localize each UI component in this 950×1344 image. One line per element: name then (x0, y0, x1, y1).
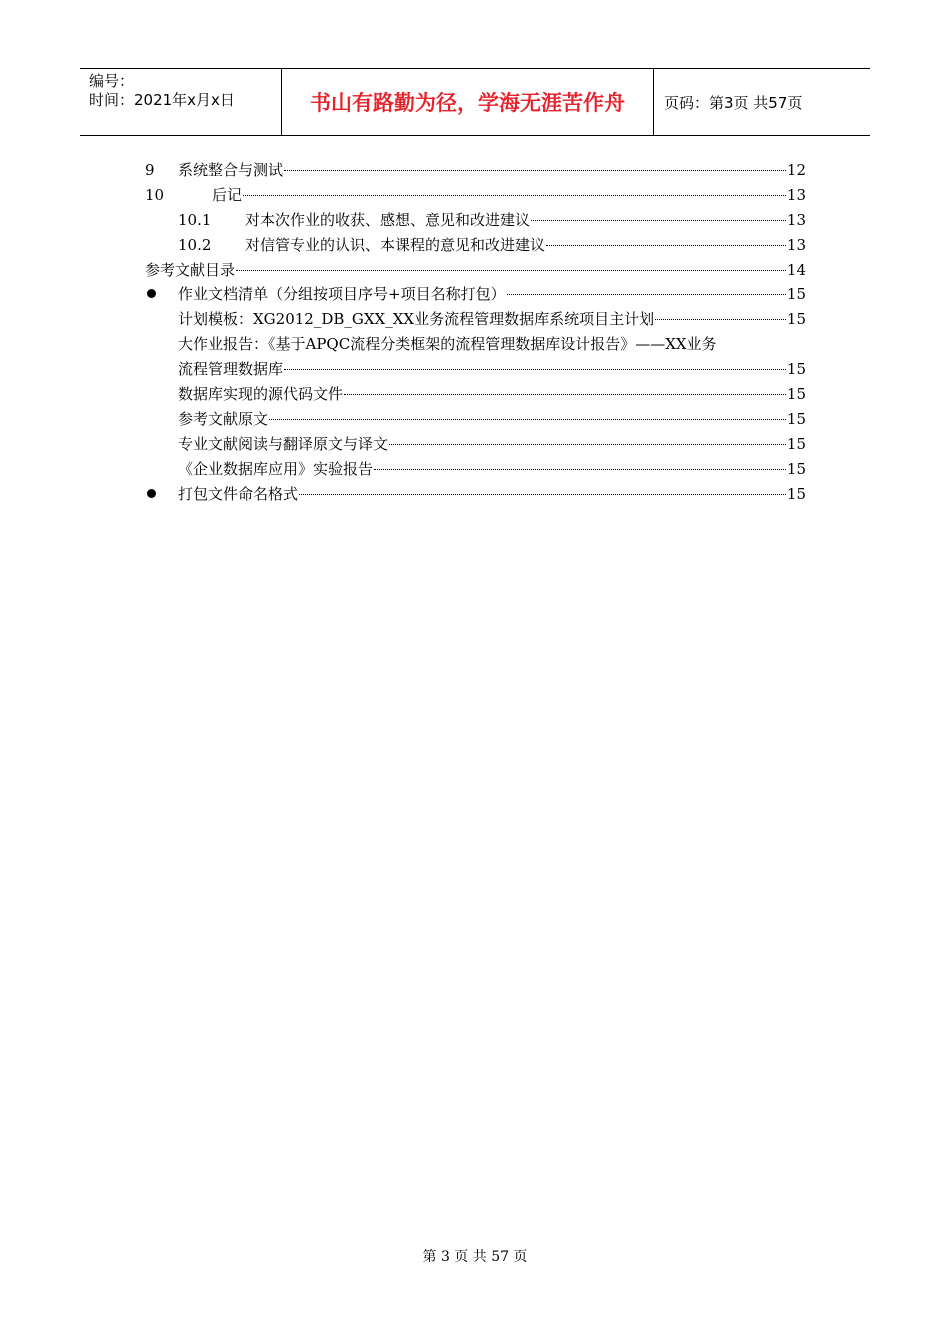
toc-title: 打包文件命名格式 (178, 484, 299, 503)
toc-leader (389, 444, 786, 445)
toc-title: 《企业数据库应用》实验报告 (178, 459, 374, 478)
toc-title-line1: 大作业报告：《基于APQC流程分类框架的流程管理数据库设计报告》——XX业务 (178, 335, 717, 354)
toc-title: 后记 (212, 185, 243, 204)
toc-entry-references[interactable] (145, 258, 806, 283)
toc-entry-plan-template[interactable] (145, 307, 806, 332)
toc-entry-naming[interactable] (145, 482, 806, 507)
toc-page: 13 (786, 185, 806, 204)
toc-page: 15 (786, 385, 806, 404)
toc-page: 13 (786, 210, 806, 229)
toc-title: 参考文献目录 (145, 260, 236, 279)
toc-entry-10-1[interactable] (145, 208, 806, 233)
toc-leader (299, 494, 786, 495)
toc-page: 12 (786, 161, 806, 179)
bullet-icon (145, 282, 178, 307)
toc-page: 14 (786, 260, 806, 279)
toc-number: 10.2 (178, 235, 212, 254)
toc-number: 10.1 (178, 210, 212, 229)
toc-entry-9[interactable] (145, 158, 806, 183)
toc-leader (374, 469, 786, 470)
page-footer: 第 3 页 共 57 页 (422, 1249, 528, 1265)
toc-leader (236, 270, 786, 271)
toc-entry-lab-report[interactable] (145, 457, 806, 482)
toc-leader (531, 220, 786, 221)
toc-entry-10[interactable] (145, 183, 806, 208)
toc-entry-source-code[interactable] (145, 382, 806, 407)
toc-title: 作业文档清单（分组按项目序号+项目名称打包） (178, 285, 506, 304)
toc-title: 数据库实现的源代码文件 (178, 385, 344, 404)
toc-page: 15 (786, 434, 806, 453)
toc-number: 10 (145, 185, 165, 204)
number-label: 编号： (89, 72, 135, 90)
toc-page: 15 (786, 285, 806, 304)
header-page-info: 页码：第3页 共57页 (664, 93, 803, 112)
toc-leader (243, 195, 786, 196)
toc-page: 15 (786, 409, 806, 428)
bullet-icon (145, 482, 178, 507)
toc-title: 系统整合与测试 (178, 161, 284, 179)
toc-page: 15 (786, 360, 806, 379)
toc-page: 15 (786, 310, 806, 329)
toc-page: 15 (786, 459, 806, 478)
time-label: 时间：2021年x月x日 (89, 91, 235, 109)
header-meta (80, 69, 281, 135)
toc-entry-doc-list[interactable] (145, 282, 806, 307)
toc-title: 对本次作业的收获、感想、意见和改进建议 (245, 210, 531, 229)
toc-entry-report[interactable] (145, 357, 806, 382)
toc-page: 15 (786, 484, 806, 503)
toc-entry-translation[interactable] (145, 432, 806, 457)
toc-title: 流程管理数据库 (178, 360, 284, 379)
toc-page: 13 (786, 235, 806, 254)
toc-leader (507, 294, 786, 295)
toc-number: 9 (145, 161, 155, 179)
toc-title: 对信管专业的认识、本课程的意见和改进建议 (245, 235, 546, 254)
toc-leader (269, 419, 786, 420)
toc-entry-10-2[interactable] (145, 233, 806, 258)
header-motto: 书山有路勤为径，学海无涯苦作舟 (281, 69, 654, 135)
toc-entry-ref-originals[interactable] (145, 407, 806, 432)
toc-entry-report-line1[interactable] (145, 332, 806, 357)
toc-title: 专业文献阅读与翻译原文与译文 (178, 434, 389, 453)
toc-leader (344, 394, 786, 395)
toc-title: 参考文献原文 (178, 409, 269, 428)
toc-leader (284, 170, 786, 171)
toc-title: 计划模板：XG2012_DB_GXX_XX业务流程管理数据库系统项目主计划 (178, 310, 655, 329)
table-of-contents (145, 158, 806, 506)
page-header (80, 68, 870, 136)
toc-leader (284, 369, 786, 370)
toc-leader (655, 319, 786, 320)
toc-leader (546, 245, 786, 246)
